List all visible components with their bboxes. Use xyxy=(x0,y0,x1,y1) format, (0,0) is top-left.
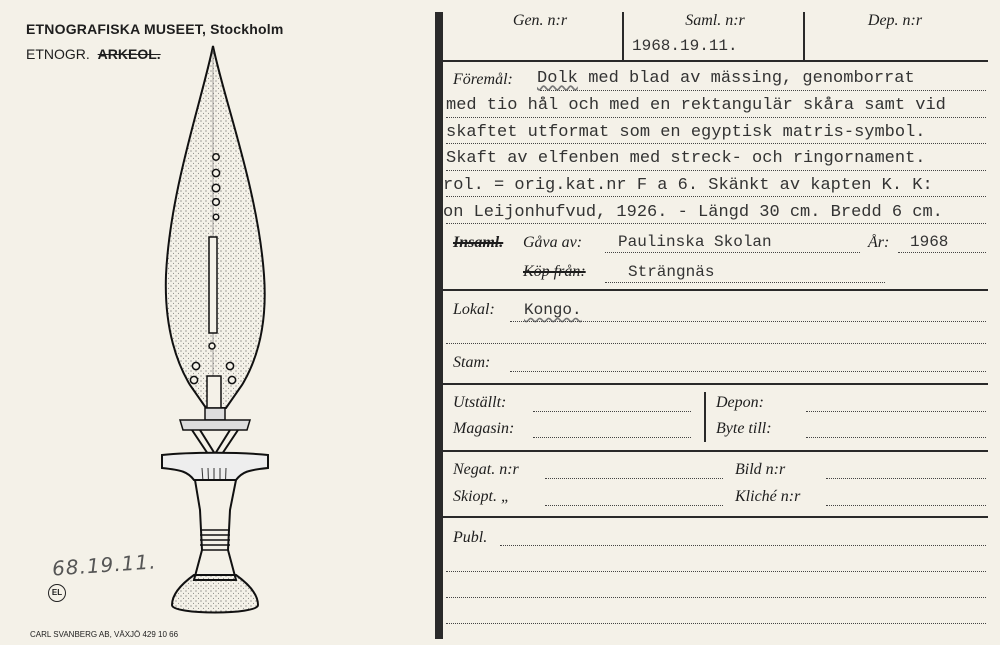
storage-separator xyxy=(704,392,706,442)
stam-label: Stam: xyxy=(453,354,491,371)
publ-rule-2 xyxy=(446,571,986,572)
foremal-line-2: skaftet utformat som en egyptisk matris-symbol. xyxy=(446,123,926,142)
foremal-line-0: med blad av mässing, genomborrat xyxy=(578,69,915,88)
kop-struck-label: Köp från: xyxy=(523,263,586,280)
header-rule xyxy=(443,60,988,62)
depon-label: Depon: xyxy=(716,394,764,411)
ar-rule xyxy=(898,252,986,253)
foremal-line-5: on Leijonhufvud, 1926. - Längd 30 cm. Bredd 6 cm. xyxy=(443,203,943,222)
handwritten-number: 68.19.11. xyxy=(51,549,158,581)
magasin-rule xyxy=(533,437,691,438)
foremal-line-3: Skaft av elfenben med streck- och ringornament. xyxy=(446,149,926,168)
insaml-struck-label: Insaml. xyxy=(453,234,504,251)
department-struck: ARKEOL. xyxy=(97,46,161,62)
foremal-label: Föremål: xyxy=(453,71,513,88)
lokal-label: Lokal: xyxy=(453,301,495,318)
foremal-first-word: Dolk xyxy=(537,69,578,88)
foremal-rule-0 xyxy=(540,90,986,91)
rule-after-acquisition xyxy=(443,289,988,291)
ar-value: 1968 xyxy=(910,233,949,251)
gava-label: Gåva av: xyxy=(523,234,583,251)
foremal-rule-5 xyxy=(446,223,986,224)
skiopt-rule xyxy=(545,505,723,506)
printer-line: CARL SVANBERG AB, VÄXJÖ 429 10 66 xyxy=(30,630,179,639)
utstallt-rule xyxy=(533,411,691,412)
cliche-rule xyxy=(826,505,986,506)
utstallt-label: Utställt: xyxy=(453,394,507,411)
lokal-value: Kongo. xyxy=(524,301,582,319)
bild-rule xyxy=(826,478,986,479)
department-line xyxy=(26,46,161,62)
negat-rule xyxy=(545,478,723,479)
museum-name: ETNOGRAFISKA MUSEET, Stockholm xyxy=(26,21,284,37)
magasin-label: Magasin: xyxy=(453,420,515,437)
rule-after-photo xyxy=(443,516,988,518)
handle-top xyxy=(162,453,268,480)
skiopt-label: Skiopt. „ xyxy=(453,488,510,505)
rule-after-stam xyxy=(443,383,988,385)
depon-rule xyxy=(806,411,986,412)
crossguard xyxy=(180,420,250,430)
byte-till-rule xyxy=(806,437,986,438)
rule-after-storage xyxy=(443,450,988,452)
dep-nr-label: Dep. n:r xyxy=(867,12,923,29)
lokal-rule-1 xyxy=(510,321,986,322)
lokal-rule-2 xyxy=(446,343,986,344)
saml-nr-value: 1968.19.11. xyxy=(632,37,738,55)
foremal-rule-2 xyxy=(446,143,986,144)
kop-value: Strängnäs xyxy=(628,263,715,281)
department-prefix: ETNOGR. xyxy=(26,46,90,62)
bild-label: Bild n:r xyxy=(735,461,786,478)
publ-rule-4 xyxy=(446,623,986,624)
foremal-line-4: rol. = orig.kat.nr F a 6. Skänkt av kapten K. K: xyxy=(443,176,933,195)
cliche-label: Kliché n:r xyxy=(735,488,801,505)
publ-label: Publ. xyxy=(453,529,488,546)
gava-rule xyxy=(605,252,860,253)
header-separator-1 xyxy=(622,12,624,60)
dagger-illustration xyxy=(150,40,290,620)
gen-nr-label: Gen. n:r xyxy=(512,12,568,29)
stamp-mark: EL xyxy=(48,584,66,602)
foremal-line-1: med tio hål och med en rektangulär skåra samt vid xyxy=(446,96,946,115)
blade-slot xyxy=(209,237,217,333)
ar-label: År: xyxy=(868,234,890,251)
dagger-pommel xyxy=(172,575,258,613)
kop-rule xyxy=(605,282,885,283)
foremal-rule-3 xyxy=(446,170,986,171)
header-separator-2 xyxy=(803,12,805,60)
stam-rule xyxy=(510,371,986,372)
publ-rule-1 xyxy=(500,545,986,546)
saml-nr-label: Saml. n:r xyxy=(685,12,745,29)
publ-rule-3 xyxy=(446,597,986,598)
card-divider-bar xyxy=(435,12,443,639)
byte-till-label: Byte till: xyxy=(716,420,772,437)
dagger-blade xyxy=(166,46,265,408)
gava-value: Paulinska Skolan xyxy=(618,233,772,251)
foremal-rule-4 xyxy=(446,196,986,197)
foremal-rule-1 xyxy=(446,117,986,118)
negat-label: Negat. n:r xyxy=(453,461,519,478)
